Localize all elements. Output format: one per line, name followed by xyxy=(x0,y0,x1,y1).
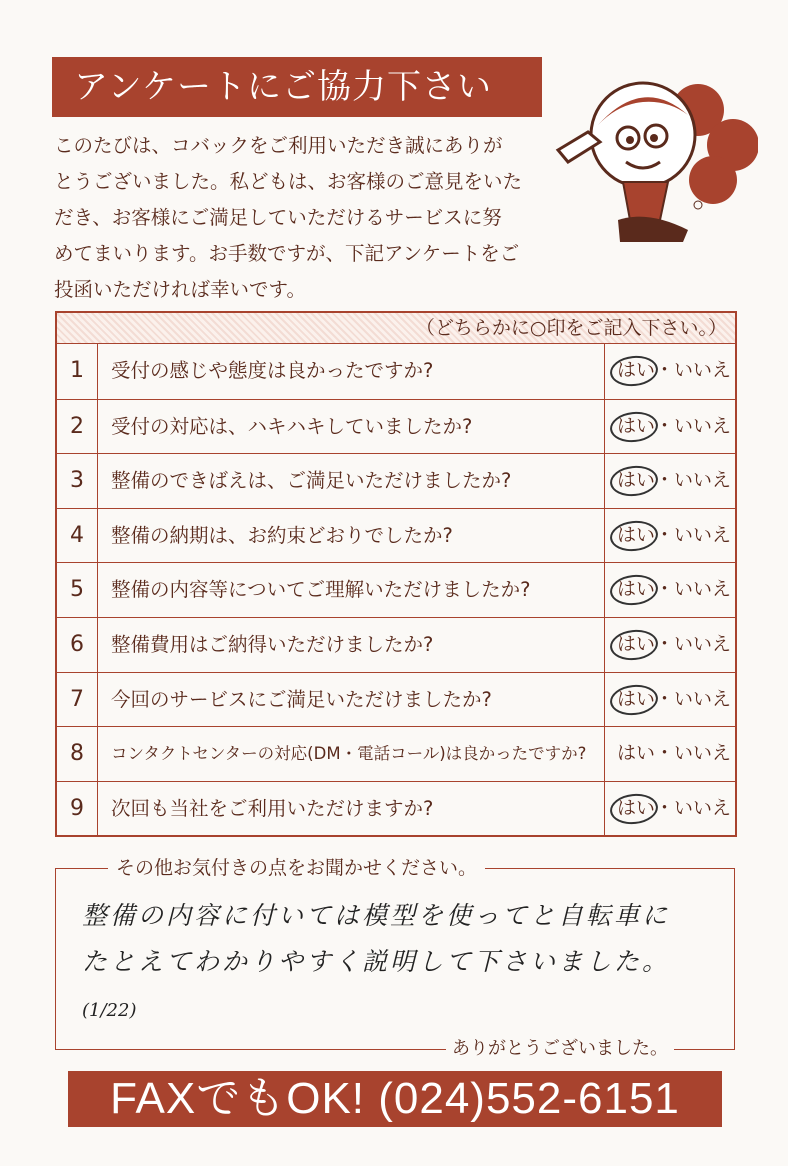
question-number: 6 xyxy=(57,618,98,672)
answer-choice[interactable] xyxy=(605,454,735,508)
question-number: 9 xyxy=(57,782,98,836)
answer-text: はい・いいえ xyxy=(617,632,732,655)
survey-row xyxy=(57,344,735,399)
survey-row xyxy=(57,617,735,672)
answer-text: はい・いいえ xyxy=(617,414,732,437)
comment-date: (1/22) xyxy=(82,1000,137,1021)
question-text: 整備のできばえは、ご満足いただけましたか? xyxy=(98,454,605,508)
survey-row xyxy=(57,399,735,454)
question-text: 受付の感じや態度は良かったですか? xyxy=(98,344,605,399)
question-number: 2 xyxy=(57,400,98,454)
answer-choice[interactable] xyxy=(605,782,735,836)
intro-line: とうございました。私どもは、お客様のご意見をいた xyxy=(54,170,523,193)
handwritten-comment xyxy=(82,893,722,1034)
question-text: 次回も当社をご利用いただけますか? xyxy=(98,782,605,836)
answer-text: はい・いいえ xyxy=(617,742,732,765)
answer-text: はい・いいえ xyxy=(617,578,732,601)
survey-rows xyxy=(57,344,735,835)
question-text: 整備の納期は、お約束どおりでしたか? xyxy=(98,509,605,563)
intro-line: めてまいります。お手数ですが、下記アンケートをご xyxy=(54,242,520,265)
survey-row xyxy=(57,672,735,727)
question-text: 受付の対応は、ハキハキしていましたか? xyxy=(98,400,605,454)
comment-line-text: たとえてわかりやすく説明して下さいました。 xyxy=(82,947,671,976)
answer-text: はい・いいえ xyxy=(617,469,732,492)
survey-table xyxy=(55,311,737,837)
answer-text: はい・いいえ xyxy=(617,523,732,546)
question-number: 1 xyxy=(57,344,98,399)
survey-row xyxy=(57,508,735,563)
page-title: アンケートにご協力下さい xyxy=(52,57,542,117)
answer-choice[interactable] xyxy=(605,400,735,454)
survey-row xyxy=(57,726,735,781)
answer-choice[interactable] xyxy=(605,618,735,672)
question-number: 8 xyxy=(57,727,98,781)
intro-line: このたびは、コバックをご利用いただき誠にありが xyxy=(54,134,503,157)
question-text: 今回のサービスにご満足いただけましたか? xyxy=(98,673,605,727)
answer-text: はい・いいえ xyxy=(617,359,732,381)
answer-choice[interactable] xyxy=(605,563,735,617)
intro-line: 投函いただければ幸いです。 xyxy=(54,278,306,301)
answer-choice[interactable] xyxy=(605,673,735,727)
comment-legend: その他お気付きの点をお聞かせください。 xyxy=(108,855,485,881)
mascot-illustration xyxy=(548,70,758,250)
thanks-text: ありがとうございました。 xyxy=(446,1036,674,1062)
answer-text: はい・いいえ xyxy=(617,796,732,819)
survey-row xyxy=(57,453,735,508)
answer-choice[interactable] xyxy=(605,727,735,781)
question-text: 整備の内容等についてご理解いただけましたか? xyxy=(98,563,605,617)
comment-line: 整備の内容に付いては模型を使ってと自転車に xyxy=(82,901,671,930)
fax-banner: FAXでもOK! (024)552-6151 xyxy=(68,1071,722,1127)
intro-text xyxy=(54,128,544,308)
survey-instruction: （どちらかに○印をご記入下さい。） xyxy=(57,313,735,344)
question-number: 4 xyxy=(57,509,98,563)
question-text: 整備費用はご納得いただけましたか? xyxy=(98,618,605,672)
intro-line: だき、お客様にご満足していただけるサービスに努 xyxy=(54,206,502,229)
comment-line xyxy=(82,939,722,1034)
question-text: コンタクトセンターの対応(DM・電話コール)は良かったですか? xyxy=(98,727,605,781)
answer-choice[interactable] xyxy=(605,509,735,563)
question-number: 3 xyxy=(57,454,98,508)
question-number: 7 xyxy=(57,673,98,727)
comment-box xyxy=(55,857,735,1059)
survey-row xyxy=(57,562,735,617)
question-number: 5 xyxy=(57,563,98,617)
survey-row xyxy=(57,781,735,836)
answer-text: はい・いいえ xyxy=(617,687,732,710)
answer-choice[interactable] xyxy=(605,344,735,399)
